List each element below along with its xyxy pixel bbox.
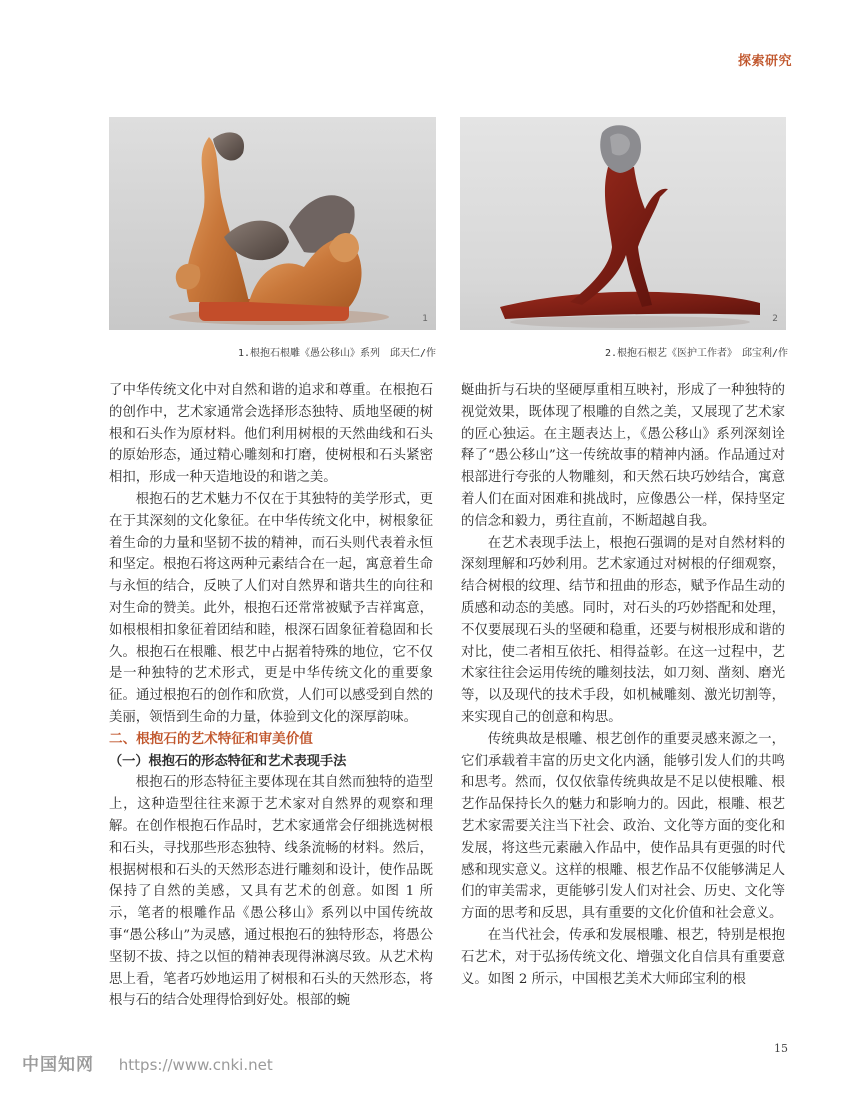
figure-2-photo bbox=[460, 117, 786, 330]
left-column bbox=[109, 380, 433, 1012]
cnki-watermark bbox=[22, 1050, 273, 1075]
paragraph: 在当代社会，传承和发展根雕、根艺，特别是根抱石艺术，对于弘扬传统文化、增强文化自信具有重要意义。如图 2 所示，中国根艺美术大师邱宝利的根 bbox=[461, 927, 785, 987]
paragraph: 传统典故是根雕、根艺创作的重要灵感来源之一，它们承载着丰富的历史文化内涵，能够引发人们的共鸣和思考。然而，仅仅依靠传统典故是不足以使根雕、根艺作品保持长久的魅力和影响力的。因此，根雕、根艺艺术家需要关注当下社会、政治、文化等方面的变化和发展，将这些元素融入作品中，使作品具有更强的时代感和现实意义。这样的根雕、根艺作品不仅能够满足人们的审美需求，更能够引发人们对社会、历史、文化等方面的思考和反思，具有重要的文化价值和社会意义。 bbox=[461, 731, 785, 922]
figure-1-illustration bbox=[109, 117, 436, 330]
figure-1-photo bbox=[109, 117, 436, 330]
watermark-url[interactable]: https://www.cnki.net bbox=[118, 1056, 273, 1074]
right-column bbox=[461, 380, 785, 990]
page-number: 15 bbox=[774, 1042, 788, 1055]
figure-2-number: 2 bbox=[772, 314, 778, 324]
figure-1-caption: 1.根抱石根雕《愚公移山》系列 邱天仁/作 bbox=[237, 348, 436, 359]
section-tag: 探索研究 bbox=[737, 54, 792, 69]
figure-2-illustration bbox=[460, 117, 786, 330]
paragraph: 在艺术表现手法上，根抱石强调的是对自然材料的深刻理解和巧妙利用。艺术家通过对树根的仔细观察，结合树根的纹理、结节和扭曲的形态，赋予作品生动的质感和动态的美感。同时，对石头的巧妙搭配和处理，不仅要展现石头的坚硬和稳重，还要与树根形成和谐的对比，使二者相互依托、相得益彰。在这一过程中，艺术家往往会运用传统的雕刻技法，如刀刻、凿刻、磨光等，以及现代的技术手段，如机械雕刻、激光切割等，来实现自己的创意和构思。 bbox=[461, 535, 785, 725]
section-heading: 二、根抱石的艺术特征和审美价值 bbox=[109, 730, 313, 747]
figure-2-caption: 2.根抱石根艺《医护工作者》 邱宝利/作 bbox=[604, 348, 788, 359]
watermark-logo: 中国知网 bbox=[22, 1055, 94, 1075]
subsection-heading: （一）根抱石的形态特征和艺术表现手法 bbox=[109, 753, 347, 769]
paragraph: 根抱石的形态特征主要体现在其自然而独特的造型上，这种造型往往来源于艺术家对自然界的观察和理解。在创作根抱石作品时，艺术家通常会仔细挑选树根和石头，寻找那些形态独特、线条流畅的材料。然后，根据树根和石头的天然形态进行雕刻和设计，使作品既保持了自然的美感，又具有艺术的创意。如图 1 所示，笔者的根雕作品《愚公移山》系列以中国传统故事“愚公移山”为灵感，通过根抱石的独特形态，将愚公坚韧不拔、持之以恒的精神表现得淋漓尽致。从艺术构思上看，笔者巧妙地运用了树根和石头的天然形态，将根与石的结合处理得恰到好处。根部的蜿 bbox=[109, 775, 433, 1009]
figure-1-number: 1 bbox=[422, 314, 428, 324]
paragraph: 根抱石的艺术魅力不仅在于其独特的美学形式，更在于其深刻的文化象征。在中华传统文化中，树根象征着生命的力量和坚韧不拔的精神，而石头则代表着永恒和坚定。根抱石将这两种元素结合在一起，寓意着生命与永恒的结合，反映了人们对自然界和谐共生的向往和对生命的赞美。此外，根抱石还常常被赋予吉祥寓意，如根根相扣象征着团结和睦，根深石固象征着稳固和长久。根抱石在根雕、根艺中占据着特殊的地位，它不仅是一种独特的艺术形式，更是中华传统文化的重要象征。通过根抱石的创作和欣赏，人们可以感受到自然的美丽，领悟到生命的力量，体验到文化的深厚韵味。 bbox=[109, 491, 433, 725]
paragraph: 了中华传统文化中对自然和谐的追求和尊重。在根抱石的创作中，艺术家通常会选择形态独特、质地坚硬的树根和石头作为原材料。他们利用树根的天然曲线和石头的原始形态，通过精心雕刻和打磨，使树根和石头紧密相扣，形成一种天造地设的和谐之美。 bbox=[109, 383, 433, 486]
paragraph: 蜒曲折与石块的坚硬厚重相互映衬，形成了一种独特的视觉效果，既体现了根雕的自然之美，又展现了艺术家的匠心独运。在主题表达上，《愚公移山》系列深刻诠释了“愚公移山”这一传统故事的精神内涵。作品通过对根部进行夸张的人物雕刻，和天然石块巧妙结合，寓意着人们在面对困难和挑战时，应像愚公一样，保持坚定的信念和毅力，勇往直前，不断超越自我。 bbox=[461, 383, 785, 529]
